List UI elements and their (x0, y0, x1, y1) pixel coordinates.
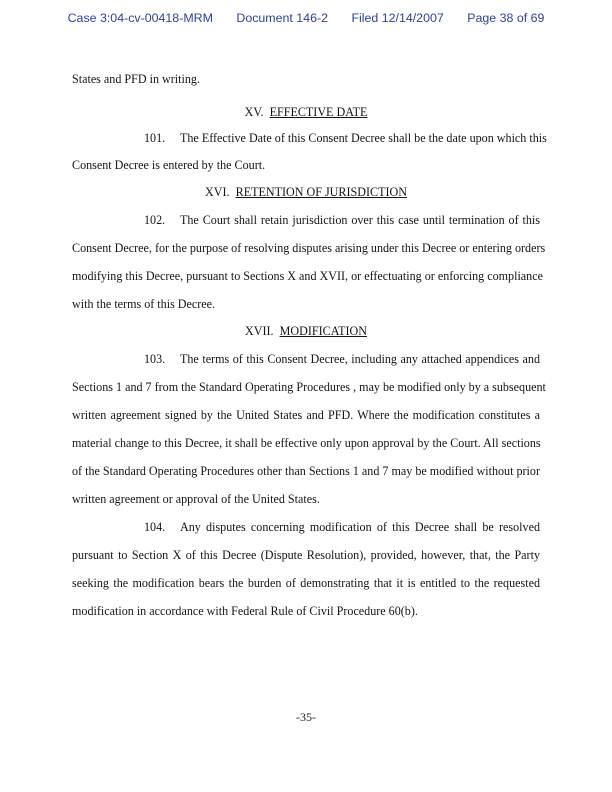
section-number: XVII. (245, 324, 274, 338)
paragraph-line: Sections 1 and 7 from the Standard Operating Procedures , may be modified only by a subsequent (72, 380, 546, 394)
paragraph-line: with the terms of this Decree. (72, 297, 216, 311)
paragraph-line: written agreement signed by the United States and PFD. Where the modification constitutes a (72, 408, 540, 422)
paragraph-line: pursuant to Section X of this Decree (Dispute Resolution), provided, however, that, the Party (72, 548, 540, 562)
section-number: XVI. (205, 185, 230, 199)
section-heading-modification (72, 324, 540, 338)
filed-date: Filed 12/14/2007 (351, 11, 444, 25)
paragraph-number: 104. (144, 520, 166, 534)
paragraph-line: material change to this Decree, it shall be effective only upon approval by the Court. All sections (72, 436, 541, 450)
page-number: -35- (296, 710, 316, 724)
case-number: Case 3:04-cv-00418-MRM (67, 11, 213, 25)
paragraph-line: 101. The Effective Date of this Consent Decree shall be the date upon which this (144, 131, 547, 145)
paragraph-line: written agreement or approval of the United States. (72, 492, 320, 506)
document-number: Document 146-2 (236, 11, 328, 25)
carryover-text: States and PFD in writing. (72, 72, 200, 86)
section-title: MODIFICATION (279, 324, 367, 338)
paragraph-number: 103. (144, 352, 166, 366)
section-number: XV. (244, 105, 264, 119)
paragraph-line: modifying this Decree, pursuant to Sections X and XVII, or effectuating or enforcing compliance (72, 269, 543, 283)
section-title: RETENTION OF JURISDICTION (235, 185, 407, 199)
page-indicator: Page 38 of 69 (467, 11, 545, 25)
section-heading-effective-date (72, 105, 540, 119)
paragraph-line: seeking the modification bears the burden of demonstrating that it is entitled to the requested (72, 576, 540, 590)
paragraph-line: 102. The Court shall retain jurisdiction over this case until termination of this (144, 213, 540, 227)
paragraph-line: 104. Any disputes concerning modification of this Decree shall be resolved (144, 520, 540, 534)
paragraph-number: 102. (144, 213, 166, 227)
paragraph-line: modification in accordance with Federal Rule of Civil Procedure 60(b). (72, 604, 418, 618)
section-title: EFFECTIVE DATE (269, 105, 368, 119)
paragraph-line: of the Standard Operating Procedures other than Sections 1 and 7 may be modified without prior (72, 464, 540, 478)
paragraph-line: Consent Decree, for the purpose of resolving disputes arising under this Decree or entering orders (72, 241, 546, 255)
paragraph-line: Consent Decree is entered by the Court. (72, 158, 266, 172)
paragraph-number: 101. (144, 131, 166, 145)
section-heading-retention-of-jurisdiction (72, 185, 540, 199)
paragraph-line: 103. The terms of this Consent Decree, including any attached appendices and (144, 352, 540, 366)
court-filing-stamp (0, 11, 612, 25)
